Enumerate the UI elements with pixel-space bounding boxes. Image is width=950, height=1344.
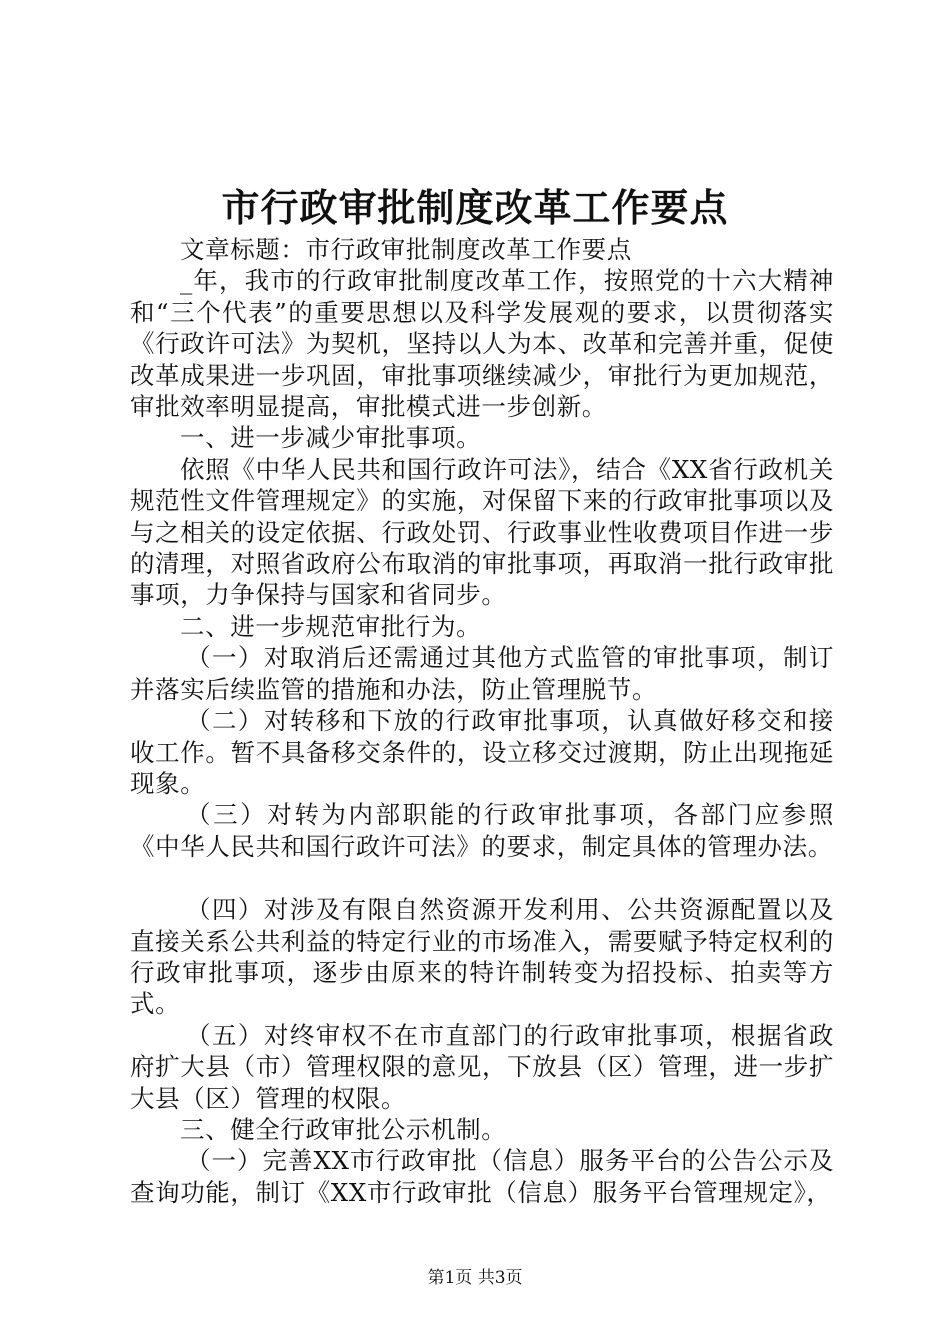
list-item: （三）对转为内部职能的行政审批事项，各部门应参照《中华人民共和国行政许可法》的要求，制定具体的管理办法。 [130,800,834,861]
list-item: （二）对转移和下放的行政审批事项，认真做好移交和接收工作。暂不具备移交条件的，设立移交过渡期，防止出现拖延现象。 [130,706,834,798]
list-item: （五）对终审权不在市直部门的行政审批事项，根据省政府扩大县（市）管理权限的意见，下放县（区）管理，进一步扩大县（区）管理的权限。 [130,1020,834,1113]
article-title-line: 文章标题：市行政审批制度改革工作要点 [180,235,632,264]
list-item: （四）对涉及有限自然资源开发利用、公共资源配置以及直接关系公共利益的特定行业的市场准入，需要赋予特定权利的行政审批事项，逐步由原来的特许制转变为招投标、拍卖等方式。 [130,895,834,1019]
paragraph: 依照《中华人民共和国行政许可法》，结合《XX省行政机关规范性文件管理规定》的实施，对保留下来的行政审批事项以及与之相关的设定依据、行政处罚、行政事业性收费项目作进一步的清理，对照省政府公布取消的审批事项，再取消一批行政审批事项，力争保持与国家和省同步。 [130,454,834,610]
section-heading-3: 三、健全行政审批公示机制。 [180,1114,507,1144]
document-body [130,234,834,1208]
page-footer: 第1页 共3页 [427,1268,523,1288]
document-title: 市行政审批制度改革工作要点 [221,185,729,230]
section-heading-1: 一、进一步减少审批事项。 [180,423,482,453]
list-item: （一）完善XX市行政审批（信息）服务平台的公告公示及查询功能，制订《XX市行政审批（信息）服务平台管理规定》， [130,1146,834,1207]
intro-paragraph: _年，我市的行政审批制度改革工作，按照党的十六大精神和“三个代表”的重要思想以及科学发展观的要求，以贯彻落实《行政许可法》为契机，坚持以人为本、改革和完善并重，促使改革成果进一步巩固，审批事项继续减少，审批行为更加规范，审批效率明显提高，审批模式进一步创新。 [130,266,834,422]
blank-line [130,862,834,894]
section-heading-2: 二、进一步规范审批行为。 [180,611,482,641]
list-item: （一）对取消后还需通过其他方式监管的审批事项，制订并落实后续监管的措施和办法，防止管理脱节。 [130,643,834,704]
